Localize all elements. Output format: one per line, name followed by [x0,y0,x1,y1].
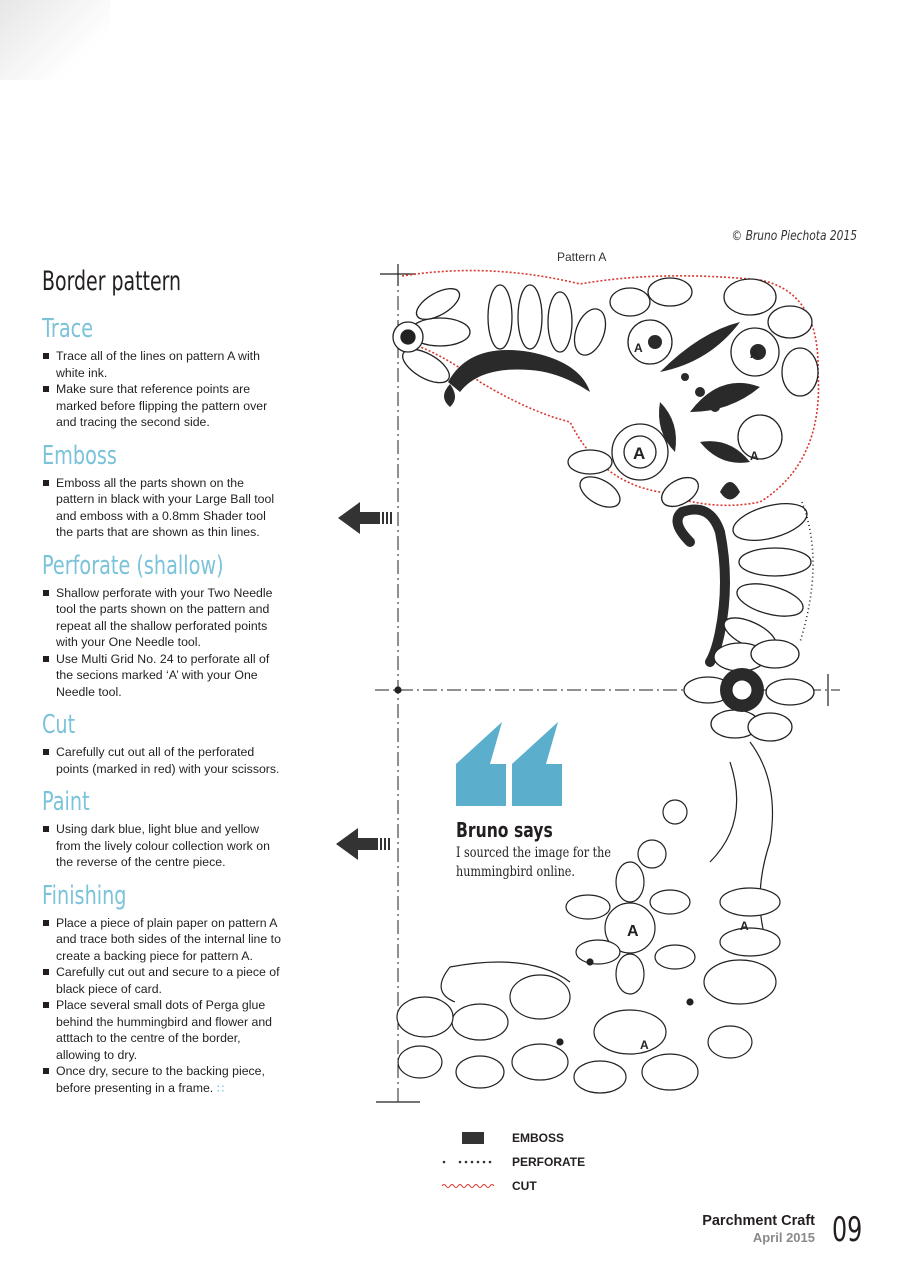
end-mark-icon [216,1084,225,1093]
section-paint [42,785,282,871]
section-emboss [42,439,282,541]
flip-arrow-icon [336,828,390,860]
cut-wave-icon [438,1179,498,1193]
copyright-notice: © Bruno Piechota 2015 [731,229,857,244]
section-a-mark: A [627,923,639,940]
instructions-column [42,312,282,1104]
instruction-item: Place several small dots of Perga glue behind the hummingbird and flower and atttach to the centre of the border, allowing to dry. [42,997,282,1063]
instruction-item: Use Multi Grid No. 24 to perforate all of the secions marked ‘A’ with your One Needle tool. [42,651,282,701]
instruction-text: Once dry, secure to the backing piece, before presenting in a frame. [56,1064,265,1095]
section-heading: Emboss [42,440,117,471]
legend-row-emboss [438,1126,585,1150]
quote-box [456,722,646,882]
instruction-item: Emboss all the parts shown on the pattern in black with your Large Ball tool and emboss with a 0.8mm Shader tool the parts that are shown as thin lines. [42,475,282,541]
border-pattern-illustration [330,262,850,1122]
legend-row-perforate [438,1150,585,1174]
section-a-mark: A [640,1038,649,1052]
instruction-item [42,1063,282,1096]
pattern-label: Pattern A [557,250,607,264]
instruction-item: Trace all of the lines on pattern A with white ink. [42,348,282,381]
magazine-name: Parchment Craft [702,1213,815,1229]
section-heading: Trace [42,314,94,344]
page-corner-shade [0,0,110,80]
flip-arrow-icon [338,502,392,534]
instruction-item: Carefully cut out all of the perforated points (marked in red) with your scissors. [42,744,282,777]
section-a-mark: A [750,347,759,361]
section-trace [42,312,282,431]
instruction-item: Place a piece of plain paper on pattern A and trace both sides of the internal line to create a backing piece for pattern A. [42,915,282,965]
instruction-item: Make sure that reference points are marked before flipping the pattern over and tracing the second side. [42,381,282,431]
section-a-mark: A [750,449,759,463]
page-number: 09 [831,1210,862,1250]
section-a-mark: A [633,444,646,463]
section-perforate [42,549,282,701]
section-cut [42,708,282,777]
instruction-item: Carefully cut out and secure to a piece of black piece of card. [42,964,282,997]
section-heading: Finishing [42,880,127,911]
section-heading: Perforate (shallow) [42,550,224,581]
legend-label: PERFORATE [512,1155,586,1169]
quote-mark-icon [456,722,564,806]
legend-label: EMBOSS [512,1131,565,1145]
legend-row-cut [438,1174,585,1198]
section-a-mark: A [634,341,643,355]
section-heading: Paint [42,787,90,817]
section-a-mark: A [740,919,749,933]
quote-title: Bruno says [456,818,553,842]
instruction-item: Shallow perforate with your Two Needle tool the parts shown on the pattern and repeat all the shallow perforated points with your One Needle tool. [42,585,282,651]
emboss-swatch-icon [438,1131,498,1145]
legend-label: CUT [512,1179,537,1193]
section-finishing [42,879,282,1097]
section-heading: Cut [42,710,76,740]
perforate-dots-icon [438,1155,498,1169]
quote-text: I sourced the image for the hummingbird online. [456,845,611,880]
instruction-item: Using dark blue, light blue and yellow from the lively colour collection work on the reverse of the centre piece. [42,821,282,871]
issue-date: April 2015 [752,1230,815,1245]
page-title: Border pattern [42,266,182,297]
pattern-legend [438,1126,585,1198]
